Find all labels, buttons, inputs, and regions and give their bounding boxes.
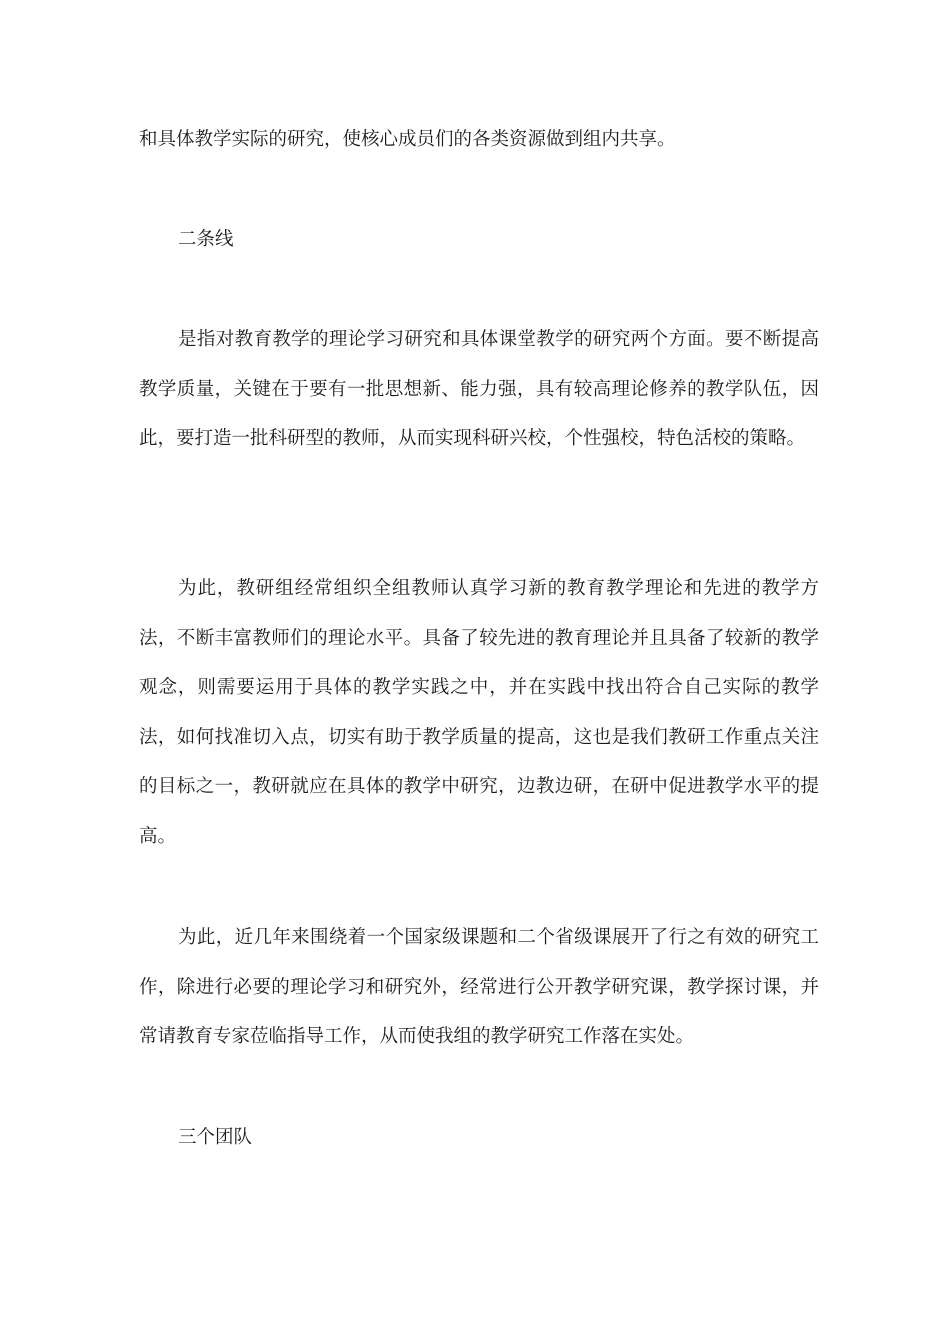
paragraph-two-lines-definition: 是指对教育教学的理论学习研究和具体课堂教学的研究两个方面。要不断提高教学质量，关键在于要有一批思想新、能力强，具有较高理论修养的教学队伍，因此，要打造一批科研型的教师，从而实现科研兴校，个性强校，特色活校的策略。 (139, 329, 819, 449)
section-heading-two-lines: 二条线 (178, 229, 234, 250)
paragraph-research-projects: 为此，近几年来围绕着一个国家级课题和二个省级课展开了行之有效的研究工作，除进行必要的理论学习和研究外，经常进行公开教学研究课，教学探讨课，并常请教育专家莅临指导工作，从而使我组的教学研究工作落在实处。 (139, 927, 819, 1047)
section-heading-three-teams: 三个团队 (178, 1127, 253, 1148)
paragraph-teaching-research: 为此，教研组经常组织全组教师认真学习新的教育教学理论和先进的教学方法，不断丰富教师们的理论水平。具备了较先进的教育理论并且具备了较新的教学观念，则需要运用于具体的教学实践之中，并在实践中找出符合自己实际的教学法，如何找准切入点，切实有助于教学质量的提高，这也是我们教研工作重点关注的目标之一，教研就应在具体的教学中研究，边教边研，在研中促进教学水平的提高。 (139, 578, 819, 847)
paragraph-continuation: 和具体教学实际的研究，使核心成员们的各类资源做到组内共享。 (139, 129, 676, 150)
